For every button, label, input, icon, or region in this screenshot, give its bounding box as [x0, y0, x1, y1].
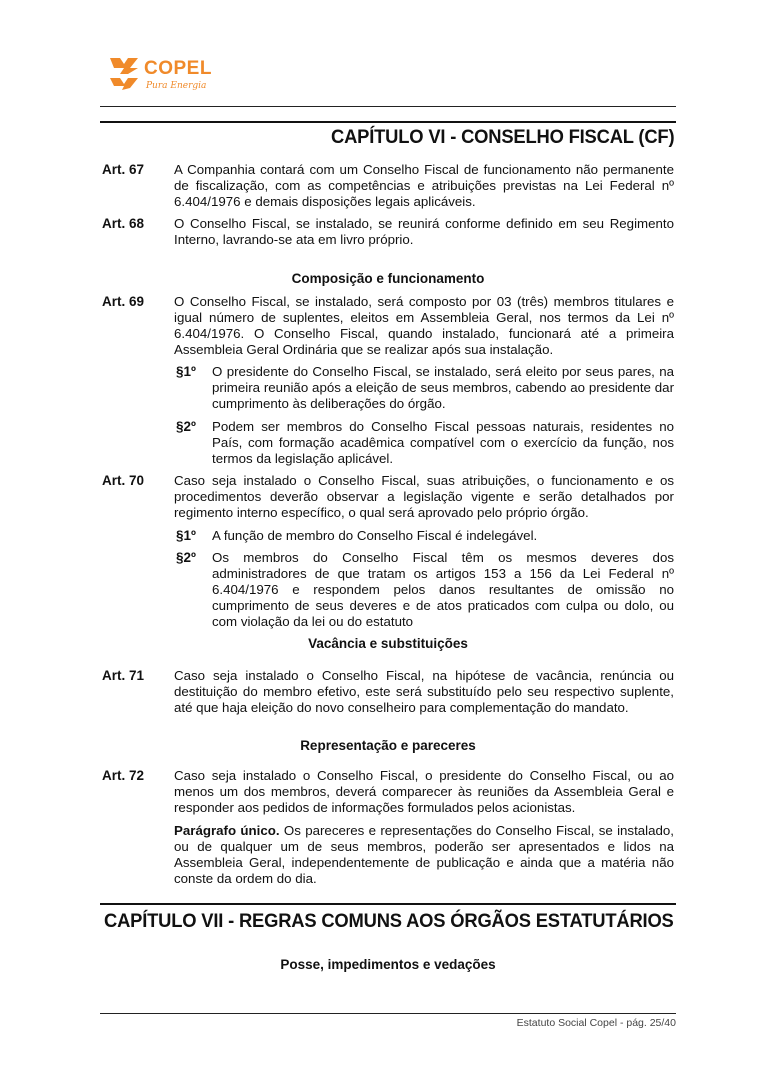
- header-rule: [100, 106, 676, 107]
- art-72-text: Caso seja instalado o Conselho Fiscal, o presidente do Conselho Fiscal, ou ao menos um dos membros, deverá comparecer às reuniões da Assembleia Geral e responder aos pedidos de informações formulados pelos acionistas.: [174, 768, 674, 815]
- art-70-text: Caso seja instalado o Conselho Fiscal, suas atribuições, o funcionamento e os procedimentos deverão observar a legislação vigente e serão detalhados por regimento interno específico, o qual será aprovado pelo próprio órgão.: [174, 473, 674, 520]
- footer-rule: [100, 1013, 676, 1014]
- art-70-p1-label: §1º: [176, 528, 196, 543]
- art-69-p1-text: O presidente do Conselho Fiscal, se instalado, será eleito por seus pares, na primeira reunião após a eleição de seus membros, cabendo ao presidente dar cumprimento às deliberações do órgão.: [212, 364, 674, 411]
- art-68-label: Art. 68: [102, 216, 145, 231]
- subheading-posse: Posse, impedimentos e vedações: [280, 957, 496, 972]
- chapter6-title: CAPÍTULO VI - CONSELHO FISCAL (CF): [331, 126, 675, 148]
- art-69-p2-text: Podem ser membros do Conselho Fiscal pessoas naturais, residentes no País, com formação acadêmica compatível com o exercício da função, nos termos da legislação aplicável.: [212, 419, 674, 466]
- art-72-unique-text: Os pareceres e representações do Conselho Fiscal, se instalado, ou de qualquer um de seus membros, poderão ser apresentados e lidos na Assembleia Geral, independentemente de publicação e ainda que a matéria não conste da ordem do dia.: [174, 823, 675, 886]
- art-72-unique-label: Parágrafo único.: [174, 823, 280, 838]
- art-70-p1-text: A função de membro do Conselho Fiscal é indelegável.: [212, 528, 538, 543]
- art-69-p1-label: §1º: [176, 364, 196, 379]
- copel-logo-icon: [108, 56, 140, 92]
- art-72-unique-paragraph: [174, 823, 674, 887]
- art-67-text: A Companhia contará com um Conselho Fiscal de funcionamento não permanente de fiscalização, com as competências e atribuições previstas na Lei Federal nº 6.404/1976 e demais disposições legais aplicáveis.: [174, 162, 674, 209]
- art-71-text: Caso seja instalado o Conselho Fiscal, na hipótese de vacância, renúncia ou destituição do membro efetivo, este será substituído pelo seu respectivo suplente, até que haja eleição do novo conselheiro para complementação do mandato.: [174, 668, 674, 715]
- art-67-label: Art. 67: [102, 162, 145, 177]
- art-69-text: O Conselho Fiscal, se instalado, será composto por 03 (três) membros titulares e igual número de suplentes, eleitos em Assembleia Geral, nos termos da Lei nº 6.404/1976. O Conselho Fiscal, quando instalado, funcionará até a primeira Assembleia Geral Ordinária que se realizar após sua instalação.: [174, 294, 674, 357]
- logo-wordmark: COPEL: [144, 58, 212, 79]
- subheading-composicao: Composição e funcionamento: [291, 271, 485, 286]
- art-70-p2-text: Os membros do Conselho Fiscal têm os mesmos deveres dos administradores de que tratam os artigos 153 a 156 da Lei Federal nº 6.404/1976 e respondem pelos danos resultantes de omissão no cumprimento de seus deveres e de atos praticados com culpa ou dolo, ou com violação da lei ou do estatuto: [212, 550, 674, 629]
- art-70-p2-label: §2º: [176, 550, 196, 565]
- logo-tagline: Pura Energia: [146, 81, 207, 91]
- art-68-text: O Conselho Fiscal, se instalado, se reunirá conforme definido em seu Regimento Interno, lavrando-se ata em livro próprio.: [174, 216, 674, 247]
- art-69-p2-label: §2º: [176, 419, 196, 434]
- chapter7-rule: [100, 903, 676, 905]
- art-70-label: Art. 70: [102, 473, 145, 488]
- art-71-label: Art. 71: [102, 668, 145, 683]
- subheading-representacao: Representação e pareceres: [300, 738, 476, 753]
- copel-logo: [108, 54, 218, 96]
- subheading-vacancia: Vacância e substituições: [308, 636, 468, 651]
- chapter6-rule: [100, 121, 676, 123]
- footer-page-info: Estatuto Social Copel - pág. 25/40: [516, 1017, 676, 1029]
- chapter7-title: CAPÍTULO VII - REGRAS COMUNS AOS ÓRGÃOS ESTATUTÁRIOS: [104, 910, 674, 932]
- art-69-label: Art. 69: [102, 294, 145, 309]
- art-72-label: Art. 72: [102, 768, 145, 783]
